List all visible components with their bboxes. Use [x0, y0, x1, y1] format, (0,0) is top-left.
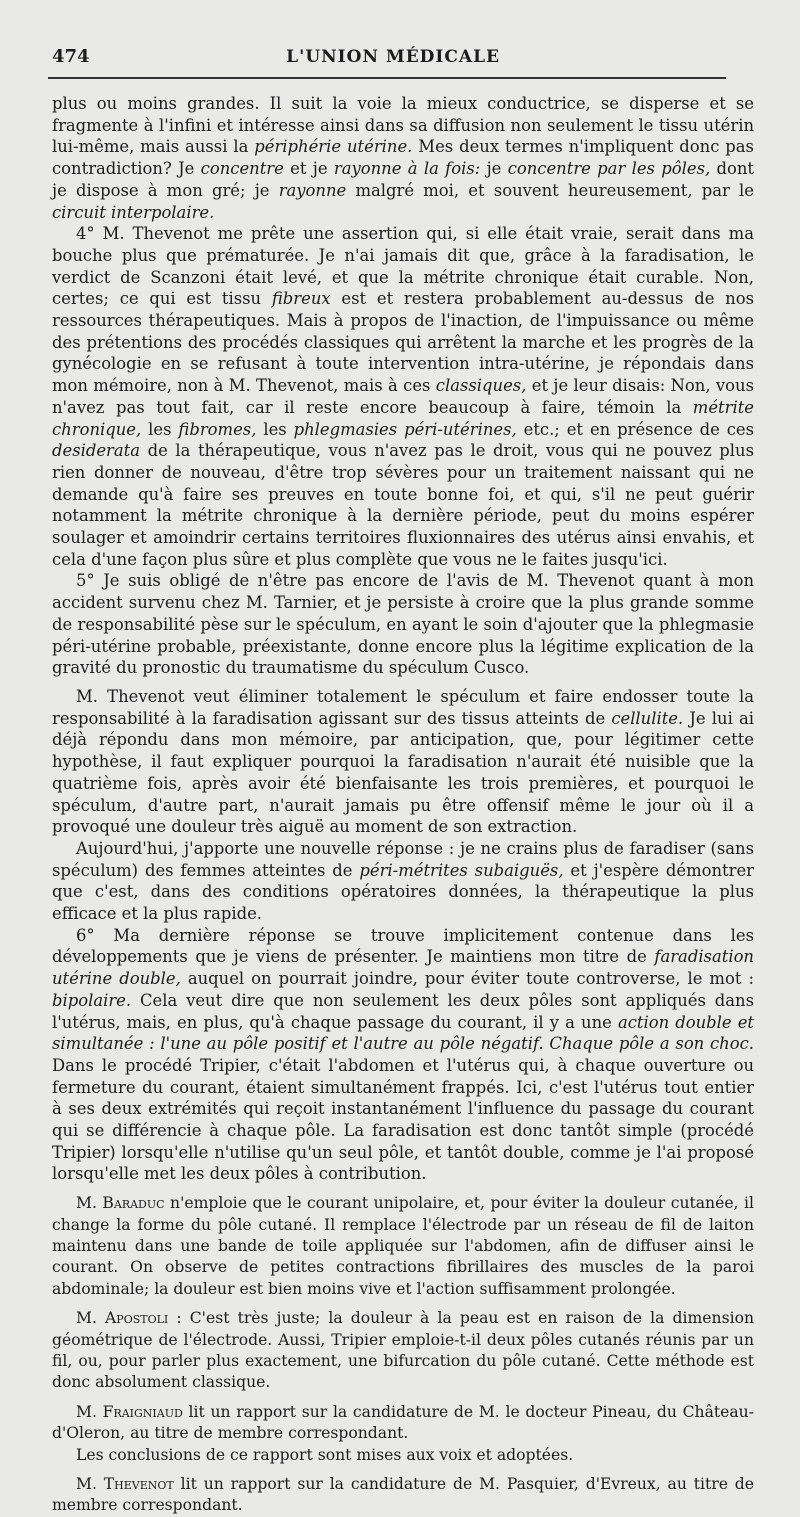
article-body [52, 93, 754, 1517]
paragraph-point-4: 4° M. Thevenot me prête une assertion qui, si elle était vraie, serait dans ma bouche plus que prématurée. Je n'ai jamais dit que, grâce à la faradisation, le verdict de Scanzoni était levé, et que la métrite chronique était curable. Non, certes; ce qui est tissu fibreux est et restera probablement au-dessus de nos ressources thérapeutiques. Mais à propos de l'inaction, de l'impuissance ou même des prétentions des procédés classiques qui arrêtent la marche et les progrès de la gynécologie en se refusant à toute intervention intra-utérine, je répondais dans mon mémoire, non à M. Thevenot, mais à ces classiques, et je leur disais: Non, vous n'avez pas tout fait, car il reste encore beaucoup à faire, témoin la métrite chronique, les fibromes, les phlegmasies péri-utérines, etc.; et en présence de ces desiderata de la thérapeutique, vous n'avez pas le droit, vous qui ne pouvez plus rien donner de nouveau, d'être trop sévères pour un traitement naissant qui ne demande qu'à faire ses preuves en toute bonne foi, et qui, s'il ne peut guérir notamment la métrite chronique à la dernière période, peut du moins espérer soulager et amoindrir certains territoires fluxionnaires des utérus ainsi envahis, et cela d'une façon plus sûre et plus complète que vous ne le faites jusqu'ici. [52, 224, 755, 569]
paragraph-point-6: 6° Ma dernière réponse se trouve implicitement contenue dans les développements que je viens de présenter. Je maintiens mon titre de faradisation utérine double, auquel on pourrait joindre, pour éviter toute controverse, le mot : bipolaire. Cela veut dire que non seulement les deux pôles sont appliqués dans l'utérus, mais, en plus, qu'à chaque passage du courant, il y a une action double et simultanée : l'une au pôle positif et l'autre au pôle négatif. Chaque pôle a son choc. Dans le procédé Tripier, c'était l'abdomen et l'utérus qui, à chaque ouverture ou fermeture du courant, étaient simultanément frappés. Ici, c'est l'utérus tout entier à ses deux extrémités qui reçoit instantanément l'influence du passage du courant qui se différencie à chaque pôle. La faradisation est donc tantôt simple (procédé Tripier) lorsqu'elle n'utilise qu'un seul pôle, et tantôt double, comme je l'ai proposé lorsqu'elle met les deux pôles à contribution. [52, 925, 754, 1184]
page-header [52, 46, 748, 67]
page-number: 474 [52, 46, 90, 67]
paragraph-baraduc: M. Baraduc n'emploie que le courant unipolaire, et, pour éviter la douleur cutanée, il change la forme du pôle cutané. Il remplace l'électrode par un réseau de fil de laiton maintenu dans une bande de toile appliquée sur l'abdomen, afin de diffuser ainsi le courant. On observe de petites contractions fibrillaires des muscles de la paroi abdominale; la douleur est bien moins vive et l'action suffisamment prolongée. [52, 1194, 754, 1298]
running-title: L'UNION MÉDICALE [286, 47, 500, 67]
paragraph-conclusions: Les conclusions de ce rapport sont mises aux voix et adoptées. [76, 1445, 574, 1464]
paragraph-apostoli: M. Apostoli : C'est très juste; la douleur à la peau est en raison de la dimension géométrique de l'électrode. Aussi, Tripier emploie-t-il deux pôles cutanés réunis par un fil, ou, pour parler plus exactement, une bifurcation du pôle cutané. Cette méthode est donc absolument classique. [52, 1309, 754, 1392]
paragraph-speculum: M. Thevenot veut éliminer totalement le spéculum et faire endosser toute la responsabilité à la faradisation agissant sur des tissus atteints de cellulite. Je lui ai déjà répondu dans mon mémoire, par anticipation, que, pour légitimer cette hypothèse, il faut expliquer pourquoi la faradisation n'aurait été nuisible que la quatrième fois, après avoir été bienfaisante les trois premières, et pourquoi le spéculum, d'autre part, n'aurait jamais pu être offensif même le jour où il a provoqué une douleur très aiguë au moment de son extraction. [52, 686, 754, 837]
paragraph-thevenot: M. Thevenot lit un rapport sur la candidature de M. Pasquier, d'Evreux, au titre de membre correspondant. [52, 1475, 755, 1515]
header-rule [48, 77, 726, 79]
paragraph-point-5: 5° Je suis obligé de n'être pas encore de l'avis de M. Thevenot quant à mon accident survenu chez M. Tarnier, et je persiste à croire que la plus grande somme de responsabilité pèse sur le spéculum, en ayant le soin d'ajouter que la phlegmasie péri-utérine probable, préexistante, donne encore plus la légitime explication de la gravité du pronostic du traumatisme du spéculum Cusco. [52, 571, 754, 678]
paragraph-continuation: plus ou moins grandes. Il suit la voie la mieux conductrice, se disperse et se fragmente à l'infini et intéresse ainsi dans sa diffusion non seulement le tissu utérin lui-même, mais aussi la périphérie utérine. Mes deux termes n'impliquent donc pas contradiction? Je concentre et je rayonne à la fois: je concentre par les pôles, dont je dispose à mon gré; je rayonne malgré moi, et souvent heureusement, par le circuit interpolaire. [52, 94, 755, 222]
paragraph-fraigniaud: M. Fraigniaud lit un rapport sur la candidature de M. le docteur Pineau, du Château-d'Oleron, au titre de membre correspondant. [52, 1402, 754, 1443]
paragraph-today: Aujourd'hui, j'apporte une nouvelle réponse : je ne crains plus de faradiser (sans spéculum) des femmes atteintes de péri-métrites subaiguës, et j'espère démontrer que c'est, dans des conditions opératoires données, la thérapeutique la plus efficace et la plus rapide. [52, 838, 755, 924]
